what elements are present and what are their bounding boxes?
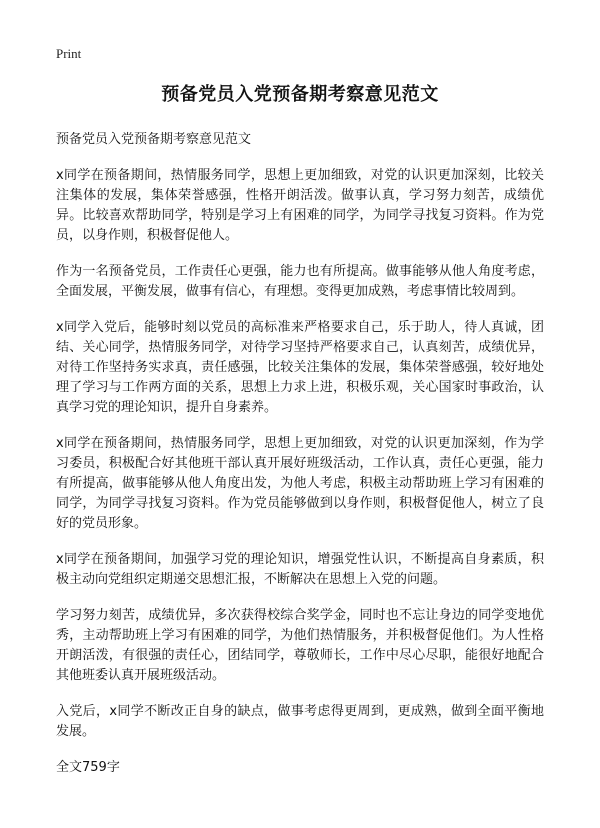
paragraph-5: x同学在预备期间，加强学习党的理论知识，增强党性认识，不断提高自身素质，积极主动向党组织定期递交思想汇报，不断解决在思想上入党的问题。 [56, 552, 544, 587]
subtitle: 预备党员入党预备期考察意见范文 [56, 132, 252, 147]
word-count: 全文759字 [56, 760, 120, 775]
paragraph-4: x同学在预备期间，热情服务同学，思想上更加细致，对党的认识更加深刻，作为学习委员，积极配合好其他班干部认真开展好班级活动，工作认真，责任心更强，能力有所提高，做事能够从他人角度出发，为他人考虑，积极主动帮助班上学习有困难的同学，为同学寻找复习资料。作为党员能够做到以身作则，积极督促他人，树立了良好的党员形象。 [56, 436, 544, 531]
paragraph-2: 作为一名预备党员，工作责任心更强，能力也有所提高。做事能够从他人角度考虑，全面发展，平衡发展，做事有信心，有理想。变得更加成熟，考虑事情比较周到。 [56, 264, 544, 299]
print-label[interactable]: Print [56, 46, 82, 61]
paragraph-1: x同学在预备期间，热情服务同学，思想上更加细致，对党的认识更加深刻，比较关注集体的发展，集体荣誉感强，性格开朗活泼。做事认真，学习努力刻苦，成绩优异。比较喜欢帮助同学，特别是学习上有困难的同学，为同学寻找复习资料。作为党员，以身作则，积极督促他人。 [56, 168, 544, 243]
paragraph-3: x同学入党后，能够时刻以党员的高标准来严格要求自己，乐于助人，待人真诚，团结、关心同学，热情服务同学，对待学习坚持严格要求自己，认真刻苦，成绩优异，对待工作坚持务实求真，责任感强，比较关注集体的发展，集体荣誉感强，较好地处理了学习与工作两方面的关系，思想上力求上进，积极乐观，关心国家时事政治，认真学习党的理论知识，提升自身素养。 [56, 320, 544, 415]
page-title: 预备党员入党预备期考察意见范文 [161, 84, 439, 105]
paragraph-6: 学习努力刻苦，成绩优异，多次获得校综合奖学金，同时也不忘让身边的同学变地优秀，主动帮助班上学习有困难的同学，为他们热情服务，并积极督促他们。为人性格开朗活泼，有很强的责任心，团结同学，尊敬师长，工作中尽心尽职，能很好地配合其他班委认真开展班级活动。 [56, 608, 544, 683]
paragraph-7: 入党后，x同学不断改正自身的缺点，做事考虑得更周到，更成熟，做到全面平衡地发展。 [56, 704, 544, 739]
